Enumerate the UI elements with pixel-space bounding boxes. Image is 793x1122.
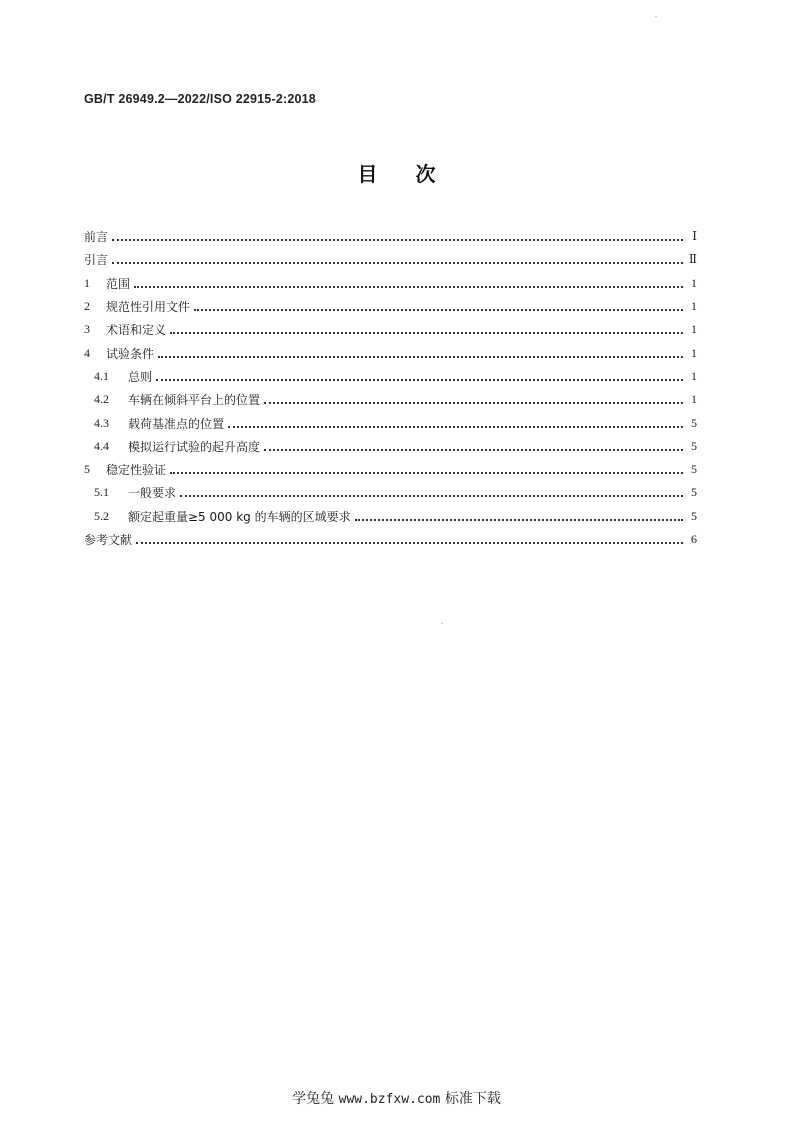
- dot-leader: [136, 541, 683, 544]
- standard-code: GB/T 26949.2—2022/ISO 22915-2:2018: [84, 92, 316, 106]
- footer-url-link[interactable]: www.bzfxw.com: [338, 1092, 441, 1107]
- table-of-contents: [84, 225, 697, 551]
- toc-title: [0, 158, 793, 187]
- toc-entry-label: 前言: [84, 230, 109, 245]
- toc-entry-number: 4.1: [94, 368, 109, 383]
- footer-slogan: 标准下载: [444, 1091, 501, 1107]
- toc-entry-page: 1: [691, 299, 697, 314]
- toc-entry-number: 4: [84, 345, 90, 360]
- toc-entry-page: 5: [691, 415, 697, 430]
- toc-entry-page: 1: [691, 275, 697, 290]
- toc-entry-terms-definitions[interactable]: [84, 318, 697, 341]
- toc-title-char-1: 目: [357, 162, 378, 186]
- toc-entry-number: 4.2: [94, 392, 109, 407]
- toc-entry-lift-height[interactable]: [84, 435, 697, 458]
- dot-leader: [180, 494, 683, 497]
- toc-entry-introduction[interactable]: [84, 248, 697, 271]
- dot-leader: [156, 378, 683, 381]
- dot-leader: [112, 261, 683, 264]
- toc-entry-page: 5: [691, 462, 697, 477]
- toc-entry-number: 5.2: [94, 508, 109, 523]
- toc-entry-label: 参考文献: [84, 533, 133, 547]
- toc-entry-normative-references[interactable]: [84, 295, 697, 318]
- toc-entry-page: 6: [691, 532, 697, 546]
- toc-entry-label: 术语和定义: [106, 323, 167, 338]
- toc-title-char-2: 次: [415, 162, 436, 186]
- toc-entry-page: 1: [691, 322, 697, 337]
- toc-entry-page: Ⅱ: [688, 252, 697, 267]
- toc-entry-scope[interactable]: [84, 272, 697, 295]
- toc-entry-foreword[interactable]: [84, 225, 697, 248]
- dot-leader: [264, 448, 683, 451]
- dot-leader: [194, 308, 683, 311]
- toc-entry-page: 1: [691, 368, 697, 383]
- toc-entry-number: 3: [84, 322, 90, 337]
- toc-entry-load-reference-point[interactable]: [84, 411, 697, 434]
- toc-entry-test-conditions[interactable]: [84, 341, 697, 364]
- footer-site-name: 学兔兔: [292, 1091, 335, 1107]
- toc-entry-number: 4.3: [94, 415, 109, 430]
- dot-leader: [264, 401, 683, 404]
- toc-entry-label: 规范性引用文件: [106, 300, 191, 315]
- scan-speck: [441, 623, 443, 624]
- toc-entry-label: 车辆在倾斜平台上的位置: [128, 393, 261, 408]
- toc-entry-bibliography[interactable]: [84, 528, 697, 551]
- toc-entry-label: 模拟运行试验的起升高度: [128, 439, 261, 454]
- toc-entry-label: 稳定性验证: [106, 463, 167, 478]
- dot-leader: [134, 285, 683, 288]
- toc-entry-number: 5.1: [94, 485, 109, 500]
- dot-leader: [170, 471, 683, 474]
- toc-entry-general-requirements[interactable]: [84, 481, 697, 504]
- toc-entry-number: 2: [84, 299, 90, 314]
- toc-entry-vehicle-position[interactable]: [84, 388, 697, 411]
- dot-leader: [158, 355, 683, 358]
- toc-entry-page: 1: [691, 345, 697, 360]
- toc-entry-label: 试验条件: [106, 346, 155, 361]
- toc-entry-general[interactable]: [84, 365, 697, 388]
- toc-entry-page: Ⅰ: [692, 229, 697, 244]
- dot-leader: [355, 518, 683, 521]
- toc-entry-label: 额定起重量≥5 000 kg 的车辆的区域要求: [128, 509, 351, 524]
- toc-entry-zone-requirements[interactable]: [84, 505, 697, 528]
- toc-entry-page: 1: [691, 392, 697, 407]
- toc-entry-label: 范围: [106, 276, 131, 291]
- toc-entry-label: 一般要求: [128, 486, 177, 501]
- toc-entry-number: 4.4: [94, 438, 109, 453]
- toc-entry-page: 5: [691, 438, 697, 453]
- toc-entry-number: 1: [84, 275, 90, 290]
- toc-entry-label: 载荷基准点的位置: [128, 416, 225, 431]
- scan-speck: [655, 16, 657, 17]
- toc-entry-stability-verification[interactable]: [84, 458, 697, 481]
- toc-entry-label: 总则: [128, 369, 153, 384]
- toc-entry-page: 5: [691, 508, 697, 523]
- dot-leader: [228, 425, 683, 428]
- toc-entry-page: 5: [691, 485, 697, 500]
- toc-entry-label: 引言: [84, 253, 109, 268]
- toc-entry-number: 5: [84, 462, 90, 477]
- dot-leader: [170, 331, 683, 334]
- dot-leader: [112, 238, 683, 241]
- footer-watermark: [0, 1088, 793, 1108]
